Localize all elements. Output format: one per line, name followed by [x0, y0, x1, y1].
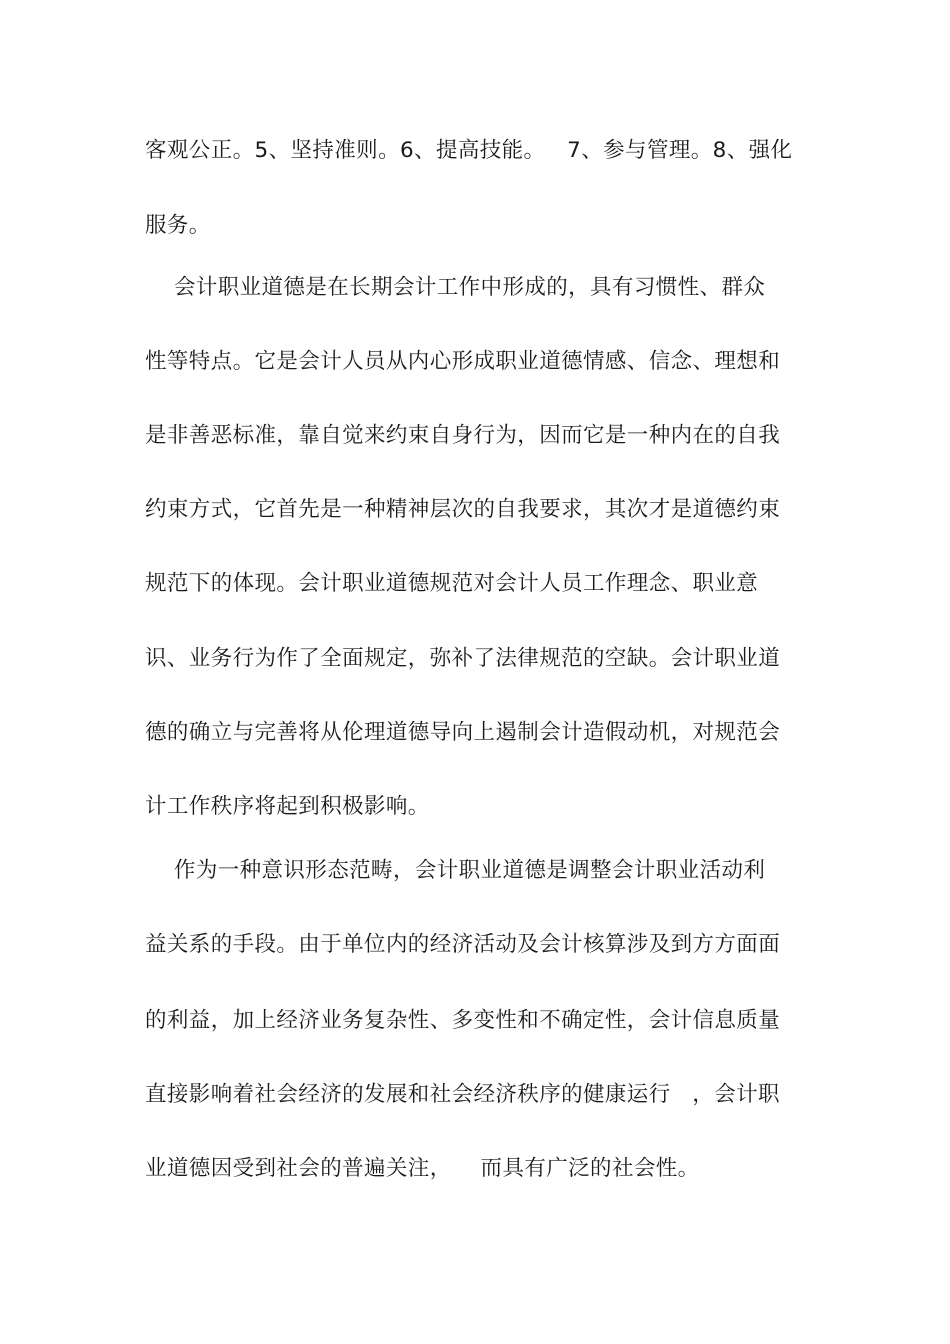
text-line: 德的确立与完善将从伦理道德导向上遏制会计造假动机，对规范会 [145, 720, 781, 745]
text-line: 会计职业道德是在长期会计工作中形成的，具有习惯性、群众 [145, 275, 766, 300]
text-line: 服务。 [145, 213, 211, 238]
text-line: 直接影响着社会经济的发展和社会经济秩序的健康运行 ，会计职 [145, 1082, 780, 1107]
text-line: 客观公正。5、坚持准则。6、提高技能。 7、参与管理。8、强化 [145, 138, 793, 163]
text-line: 的利益，加上经济业务复杂性、多变性和不确定性，会计信息质量 [145, 1008, 781, 1033]
text-line: 性等特点。它是会计人员从内心形成职业道德情感、信念、理想和 [145, 349, 781, 374]
text-line: 计工作秩序将起到积极影响。 [145, 794, 430, 819]
text-line: 作为一种意识形态范畴，会计职业道德是调整会计职业活动利 [145, 858, 766, 883]
text-line: 约束方式，它首先是一种精神层次的自我要求，其次才是道德约束 [145, 497, 781, 522]
text-line: 规范下的体现。会计职业道德规范对会计人员工作理念、职业意 [145, 571, 759, 596]
text-line: 益关系的手段。由于单位内的经济活动及会计核算涉及到方方面面 [145, 932, 781, 957]
text-line: 业道德因受到社会的普遍关注， 而具有广泛的社会性。 [145, 1156, 700, 1181]
text-line: 是非善恶标准，靠自觉来约束自身行为，因而它是一种内在的自我 [145, 423, 781, 448]
text-line: 识、业务行为作了全面规定，弥补了法律规范的空缺。会计职业道 [145, 646, 781, 671]
